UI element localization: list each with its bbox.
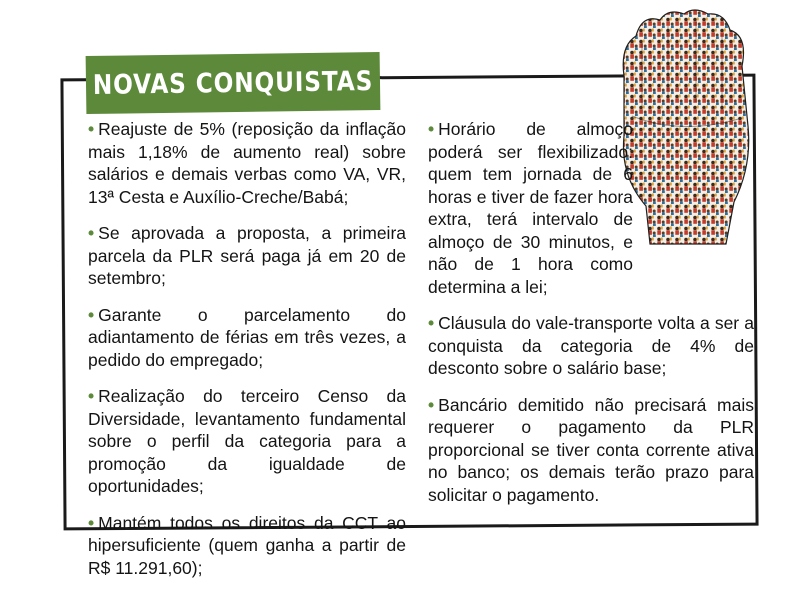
list-item: • Garante o parcelamento do adiantamento de férias em três vezes, a pedido do empregado; (88, 304, 406, 370)
bullet-icon: • (428, 313, 435, 333)
list-item: • Se aprovada a proposta, a primeira parcela da PLR será paga já em 20 de setembro; (88, 223, 406, 288)
list-item: • Bancário demitido não precisará mais requerer o pagamento da PLR proporcional se tiver conta corrente ativa no banco; os demais terão prazo para solicitar o pagamento. (428, 394, 754, 505)
bullet-icon: • (88, 223, 95, 243)
list-item: • Horário de almoço poderá ser flexibilizado: quem tem jornada de 6 horas e tiver de fazer hora extra, terá intervalo de almoço de 30 minutos, e não de 1 hora como determina a lei; (428, 119, 633, 297)
bullet-icon: • (88, 119, 95, 139)
left-column (88, 118, 406, 593)
page-title: NOVAS CONQUISTAS (92, 65, 374, 101)
list-item: • Cláusula do vale-transporte volta a ser a conquista da categoria de 4% de desconto sobre o salário base; (428, 313, 754, 378)
bullet-icon: • (428, 394, 435, 415)
list-item: • Mantém todos os direitos da CCT ao hipersuficiente (quem ganha a partir de R$ 11.291,60); (88, 512, 406, 578)
list-item: • Realização do terceiro Censo da Diversidade, levantamento fundamental sobre o perfil da categoria para a promoção da igualdade de oportunidades; (88, 386, 406, 496)
bullet-icon: • (88, 386, 95, 406)
title-banner (86, 52, 381, 114)
bullet-icon: • (88, 512, 95, 533)
bullet-icon: • (88, 304, 95, 325)
bullet-icon: • (428, 119, 435, 139)
right-column (428, 118, 754, 520)
list-item: • Reajuste de 5% (reposição da inflação mais 1,18% de aumento real) sobre salários e demais verbas como VA, VR, 13ª Cesta e Auxílio-Creche/Babá; (88, 119, 406, 207)
